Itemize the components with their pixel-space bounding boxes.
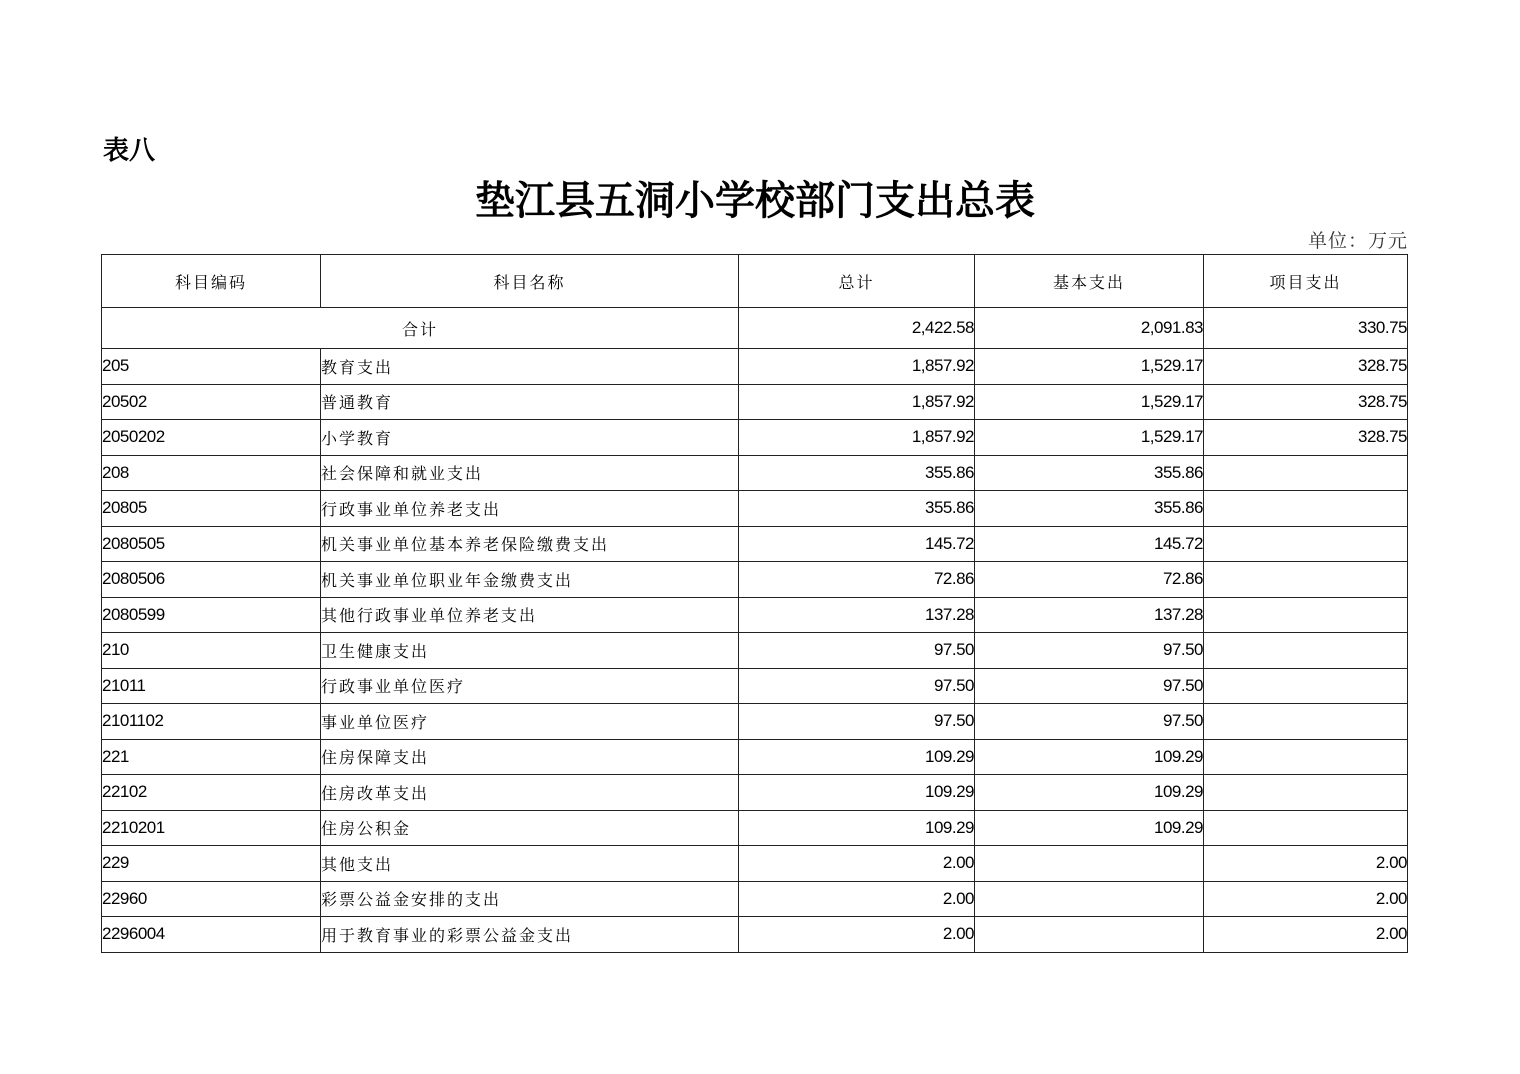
cell-total: 2.00 (739, 917, 975, 953)
table-row (102, 633, 1408, 669)
table-row (102, 384, 1408, 420)
table-row (102, 739, 1408, 775)
header-basic: 基本支出 (975, 255, 1204, 308)
cell-name: 住房保障支出 (321, 739, 739, 775)
cell-code: 22960 (102, 881, 321, 917)
cell-project: 328.75 (1204, 420, 1408, 456)
table-row (102, 455, 1408, 491)
cell-name: 其他支出 (321, 846, 739, 882)
cell-total: 109.29 (739, 739, 975, 775)
cell-code: 20805 (102, 491, 321, 527)
table-row (102, 775, 1408, 811)
expense-summary-table (101, 254, 1408, 953)
total-basic: 2,091.83 (975, 308, 1204, 349)
total-row (102, 308, 1408, 349)
cell-total: 109.29 (739, 775, 975, 811)
cell-basic: 109.29 (975, 739, 1204, 775)
cell-project (1204, 455, 1408, 491)
cell-project (1204, 562, 1408, 598)
cell-project (1204, 810, 1408, 846)
cell-basic: 97.50 (975, 704, 1204, 740)
cell-name: 行政事业单位养老支出 (321, 491, 739, 527)
cell-name: 社会保障和就业支出 (321, 455, 739, 491)
cell-basic: 97.50 (975, 633, 1204, 669)
cell-code: 2080599 (102, 597, 321, 633)
cell-total: 1,857.92 (739, 384, 975, 420)
cell-basic: 145.72 (975, 526, 1204, 562)
cell-project: 2.00 (1204, 846, 1408, 882)
cell-total: 145.72 (739, 526, 975, 562)
cell-project: 328.75 (1204, 349, 1408, 385)
total-project: 330.75 (1204, 308, 1408, 349)
table-number-label: 表八 (103, 136, 156, 166)
table-row (102, 846, 1408, 882)
cell-basic (975, 846, 1204, 882)
cell-total: 2.00 (739, 846, 975, 882)
cell-project (1204, 739, 1408, 775)
cell-project (1204, 775, 1408, 811)
table-row (102, 597, 1408, 633)
cell-name: 教育支出 (321, 349, 739, 385)
cell-total: 2.00 (739, 881, 975, 917)
cell-total: 137.28 (739, 597, 975, 633)
table-row (102, 668, 1408, 704)
cell-basic: 137.28 (975, 597, 1204, 633)
cell-name: 住房公积金 (321, 810, 739, 846)
header-total: 总计 (739, 255, 975, 308)
cell-basic (975, 917, 1204, 953)
cell-basic (975, 881, 1204, 917)
cell-code: 221 (102, 739, 321, 775)
table-row (102, 420, 1408, 456)
cell-project (1204, 704, 1408, 740)
cell-total: 109.29 (739, 810, 975, 846)
cell-name: 事业单位医疗 (321, 704, 739, 740)
cell-total: 97.50 (739, 704, 975, 740)
cell-basic: 1,529.17 (975, 384, 1204, 420)
cell-total: 1,857.92 (739, 349, 975, 385)
cell-name: 其他行政事业单位养老支出 (321, 597, 739, 633)
document-title: 垫江县五洞小学校部门支出总表 (475, 177, 1035, 224)
cell-name: 机关事业单位职业年金缴费支出 (321, 562, 739, 598)
cell-code: 2101102 (102, 704, 321, 740)
cell-project (1204, 597, 1408, 633)
cell-total: 97.50 (739, 633, 975, 669)
cell-name: 普通教育 (321, 384, 739, 420)
cell-name: 住房改革支出 (321, 775, 739, 811)
cell-project (1204, 526, 1408, 562)
cell-basic: 1,529.17 (975, 349, 1204, 385)
table-row (102, 526, 1408, 562)
cell-total: 1,857.92 (739, 420, 975, 456)
header-code: 科目编码 (102, 255, 321, 308)
unit-note: 单位：万元 (1307, 230, 1408, 252)
cell-total: 355.86 (739, 455, 975, 491)
cell-code: 2296004 (102, 917, 321, 953)
cell-code: 2050202 (102, 420, 321, 456)
cell-code: 210 (102, 633, 321, 669)
cell-name: 小学教育 (321, 420, 739, 456)
cell-basic: 97.50 (975, 668, 1204, 704)
cell-code: 21011 (102, 668, 321, 704)
table-row (102, 881, 1408, 917)
cell-basic: 109.29 (975, 775, 1204, 811)
cell-project (1204, 668, 1408, 704)
cell-code: 20502 (102, 384, 321, 420)
table-row (102, 810, 1408, 846)
table-row (102, 349, 1408, 385)
cell-code: 205 (102, 349, 321, 385)
cell-code: 208 (102, 455, 321, 491)
cell-project (1204, 491, 1408, 527)
cell-total: 355.86 (739, 491, 975, 527)
cell-basic: 355.86 (975, 455, 1204, 491)
cell-basic: 109.29 (975, 810, 1204, 846)
table-row (102, 491, 1408, 527)
table-row (102, 917, 1408, 953)
cell-code: 2080506 (102, 562, 321, 598)
cell-basic: 355.86 (975, 491, 1204, 527)
cell-total: 72.86 (739, 562, 975, 598)
table-body (102, 308, 1408, 953)
cell-basic: 72.86 (975, 562, 1204, 598)
cell-name: 行政事业单位医疗 (321, 668, 739, 704)
cell-code: 2210201 (102, 810, 321, 846)
table-row (102, 562, 1408, 598)
cell-code: 22102 (102, 775, 321, 811)
cell-total: 97.50 (739, 668, 975, 704)
header-project: 项目支出 (1204, 255, 1408, 308)
cell-name: 彩票公益金安排的支出 (321, 881, 739, 917)
table-row (102, 704, 1408, 740)
cell-project: 2.00 (1204, 881, 1408, 917)
header-row (102, 255, 1408, 308)
cell-code: 229 (102, 846, 321, 882)
cell-project: 328.75 (1204, 384, 1408, 420)
cell-project: 2.00 (1204, 917, 1408, 953)
header-name: 科目名称 (321, 255, 739, 308)
cell-name: 用于教育事业的彩票公益金支出 (321, 917, 739, 953)
cell-basic: 1,529.17 (975, 420, 1204, 456)
cell-project (1204, 633, 1408, 669)
total-sum: 2,422.58 (739, 308, 975, 349)
total-label: 合计 (102, 308, 739, 349)
cell-code: 2080505 (102, 526, 321, 562)
cell-name: 机关事业单位基本养老保险缴费支出 (321, 526, 739, 562)
cell-name: 卫生健康支出 (321, 633, 739, 669)
